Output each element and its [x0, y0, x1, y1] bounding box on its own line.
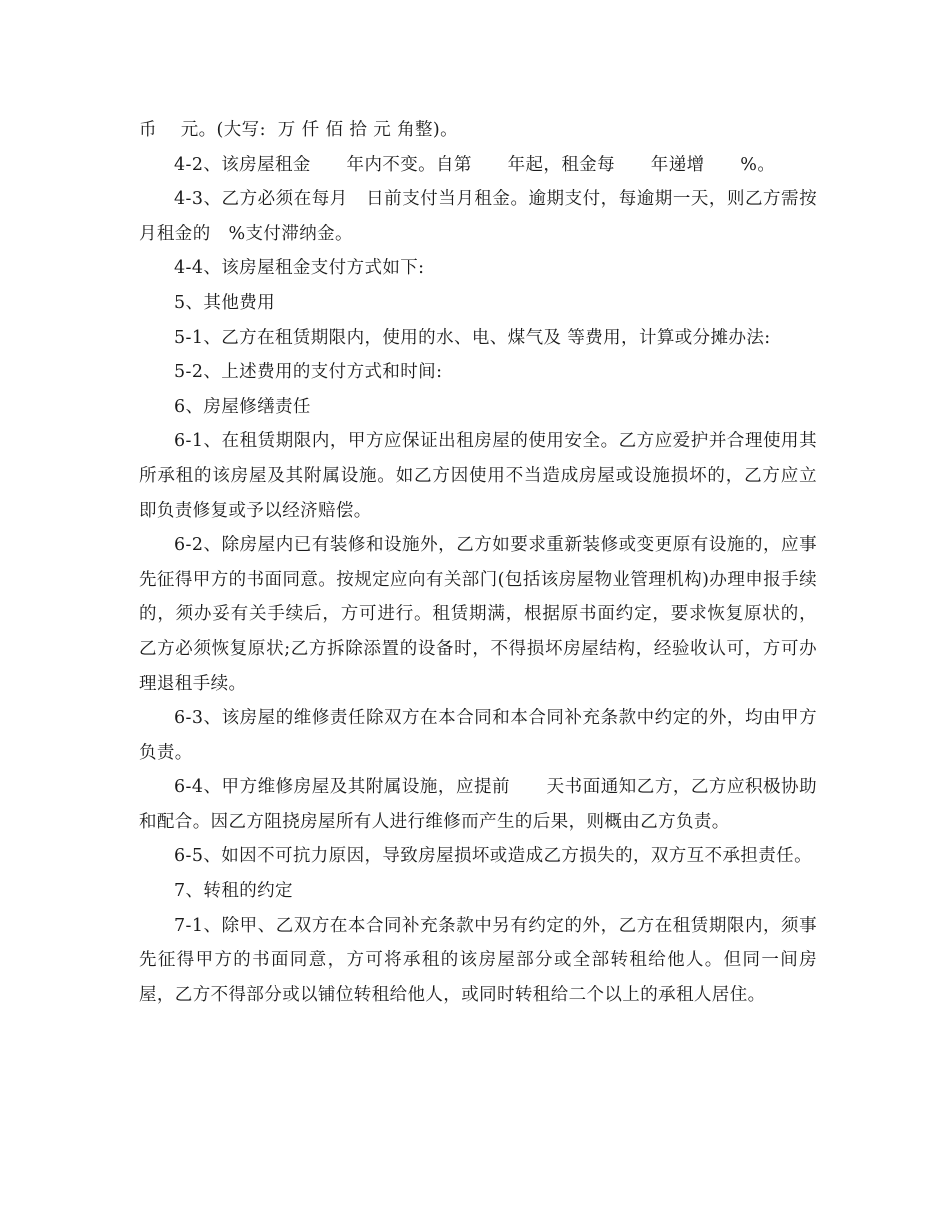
section-heading-6: 6、房屋修缮责任: [174, 396, 311, 417]
paragraph-6-1: 6-1、在租赁期限内，甲方应保证出租房屋的使用安全。乙方应爱护并合理使用其所承租的该房屋及其附属设施。如乙方因使用不当造成房屋或设施损坏的，乙方应立即负责修复或予以经济赔偿。: [139, 431, 817, 521]
paragraph-4-2: 4-2、该房屋租金 年内不变。自第 年起，租金每 年递增 %。: [174, 154, 776, 175]
document-body: [139, 113, 817, 1012]
paragraph-6-4: 6-4、甲方维修房屋及其附属设施，应提前 天书面通知乙方，乙方应积极协助和配合。因乙方阻挠房屋所有人进行维修而产生的后果，则概由乙方负责。: [139, 777, 817, 832]
paragraph-6-3: 6-3、该房屋的维修责任除双方在本合同和本合同补充条款中约定的外，均由甲方负责。: [139, 708, 817, 763]
paragraph-4-4: 4-4、该房屋租金支付方式如下:: [174, 258, 425, 279]
section-heading-5: 5、其他费用: [174, 292, 276, 313]
paragraph-currency-line: 币 元。(大写: 万 仟 佰 拾 元 角整)。: [139, 120, 459, 140]
section-heading-7: 7、转租的约定: [174, 881, 293, 902]
paragraph-6-2: 6-2、除房屋内已有装修和设施外，乙方如要求重新装修或变更原有设施的，应事先征得甲方的书面同意。按规定应向有关部门(包括该房屋物业管理机构)办理申报手续的，须办妥有关手续后，方可进行。租赁期满，根据原书面约定，要求恢复原状的，乙方必须恢复原状;乙方拆除添置的设备时，不得损坏房屋结构，经验收认可，方可办理退租手续。: [139, 535, 817, 694]
paragraph-5-1: 5-1、乙方在租赁期限内，使用的水、电、煤气及 等费用，计算或分摊办法:: [174, 327, 771, 348]
paragraph-6-5: 6-5、如因不可抗力原因，导致房屋损坏或造成乙方损失的，双方互不承担责任。: [174, 846, 812, 867]
paragraph-5-2: 5-2、上述费用的支付方式和时间:: [174, 362, 443, 383]
paragraph-7-1: 7-1、除甲、乙双方在本合同补充条款中另有约定的外，乙方在租赁期限内，须事先征得甲方的书面同意，方可将承租的该房屋部分或全部转租给他人。但同一间房屋，乙方不得部分或以铺位转租给他人，或同时转租给二个以上的承租人居住。: [139, 915, 817, 1005]
paragraph-4-3: 4-3、乙方必须在每月 日前支付当月租金。逾期支付，每逾期一天，则乙方需按月租金的 %支付滞纳金。: [139, 189, 817, 244]
